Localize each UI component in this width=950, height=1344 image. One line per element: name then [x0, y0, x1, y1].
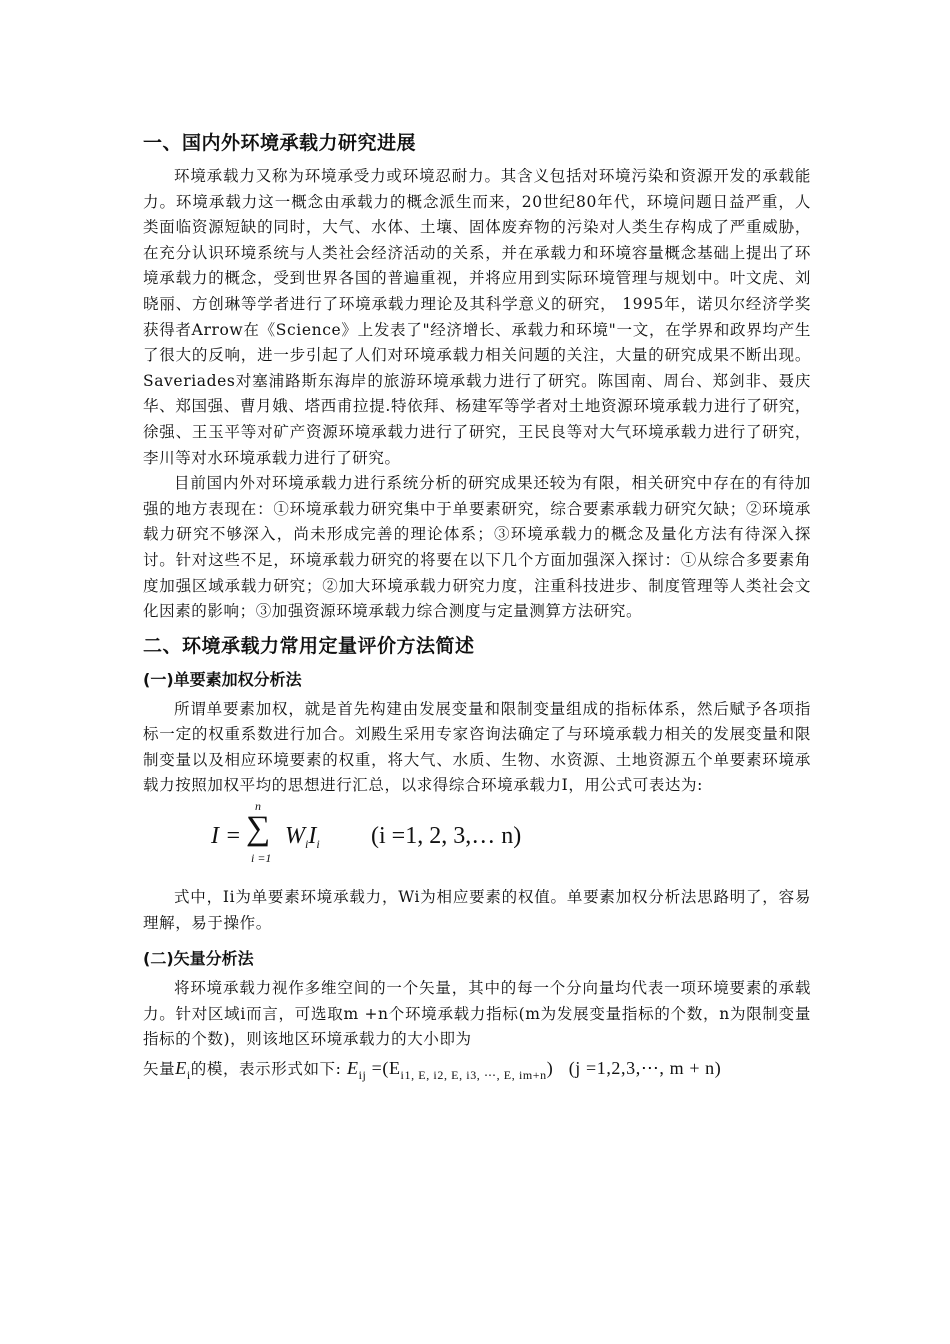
subsection-heading-1: (一)单要素加权分析法 [143, 669, 302, 689]
paragraph: 将环境承载力视作多维空间的一个矢量，其中的每一个分向量均代表一项环境要素的承载力。针对区域i而言，可选取m +n个环境承载力指标(m为发展变量指标的个数，n为限制变量指标的个数)，则该地区环境承载力的大小即为 [143, 979, 811, 1049]
formula-upper-limit: n [255, 799, 261, 814]
formula-lower-limit: i =1 [251, 851, 272, 866]
weighted-sum-formula [143, 799, 811, 877]
vector-equation: $E_{ij} =(E_{i1, E, i2, E, i3, \cdots, E, im+n})$ (j =1,2,3,⋯, m + n) [347, 1058, 722, 1083]
vector-definition-line: 矢量$E_i$的模，表示形式如下: $E_{ij} =(E_{i1, E, i2, E, i3, \cdots, E, im+n})$ (j =1,2,3,⋯, m + n) [143, 1058, 722, 1083]
formula-condition: (i =1, 2, 3,… n) [371, 823, 522, 850]
paragraph: 式中，Ii为单要素环境承载力，Wi为相应要素的权值。单要素加权分析法思路明了，容易理解，易于操作。 [143, 888, 811, 932]
sigma-symbol: ∑ [246, 810, 271, 848]
paragraph: 所谓单要素加权，就是首先构建由发展变量和限制变量组成的指标体系，然后赋予各项指标一定的权重系数进行加合。刘殿生采用专家咨询法确定了与环境承载力相关的发展变量和限制变量以及相应环境要素的权重，将大气、水质、生物、水资源、土地资源五个单要素环境承载力按照加权平均的思想进行汇总，以求得综合环境承载力I，用公式可表达为: [143, 699, 811, 795]
formula-lhs: I = [211, 823, 242, 850]
section-heading-1: 一、国内外环境承载力研究进展 [143, 132, 417, 154]
paragraph: 环境承载力又称为环境承受力或环境忍耐力。其含义包括对环境污染和资源开发的承载能力。环境承载力这一概念由承载力的概念派生而来，20世纪80年代，环境问题日益严重，人类面临资源短缺的同时，大气、水体、土壤、固体废弃物的污染对人类生存构成了严重威胁，在充分认识环境系统与人类社会经济活动的关系，并在承载力和环境容量概念基础上提出了环境承载力的概念，受到世界各国的普遍重视，并将应用到实际环境管理与规划中。叶文虎、刘晓丽、方创琳等学者进行了环境承载力理论及其科学意义的研究， 1995年，诺贝尔经济学奖获得者Arrow在《Science》上发表了"经济增长、承载力和环境"一文，在学界和政界均产生了很大的反响，进一步引起了人们对环境承载力相关问题的关注，大量的研究成果不断出现。Saveriades对塞浦路斯东海岸的旅游环境承载力进行了研究。陈国南、周台、郑剑非、聂庆华、郑国强、曹月娥、塔西甫拉提.特依拜、杨建军等学者对土地资源环境承载力进行了研究，徐强、王玉平等对矿产资源环境承载力进行了研究，王民良等对大气环境承载力进行了研究，李川等对水环境承载力进行了研究。 [143, 167, 811, 467]
section-heading-2: 二、环境承载力常用定量评价方法简述 [143, 634, 475, 657]
formula-term: $W_iI_i$ [285, 823, 320, 852]
document-page [143, 128, 811, 1090]
paragraph: 目前国内外对环境承载力进行系统分析的研究成果还较为有限，相关研究中存在的有待加强的地方表现在：①环境承载力研究集中于单要素研究，综合要素承载力研究欠缺；②环境承载力研究不够深入，尚未形成完善的理论体系；③环境承载力的概念及量化方法有待深入探讨。针对这些不足，环境承载力研究的将要在以下几个方面加强深入探讨：①从综合多要素角度加强区域承载力研究；②加大环境承载力研究力度，注重科技进步、制度管理等人类社会文化因素的影响；③加强资源环境承载力综合测度与定量测算方法研究。 [143, 474, 811, 621]
subsection-heading-2: (二)矢量分析法 [143, 949, 254, 969]
